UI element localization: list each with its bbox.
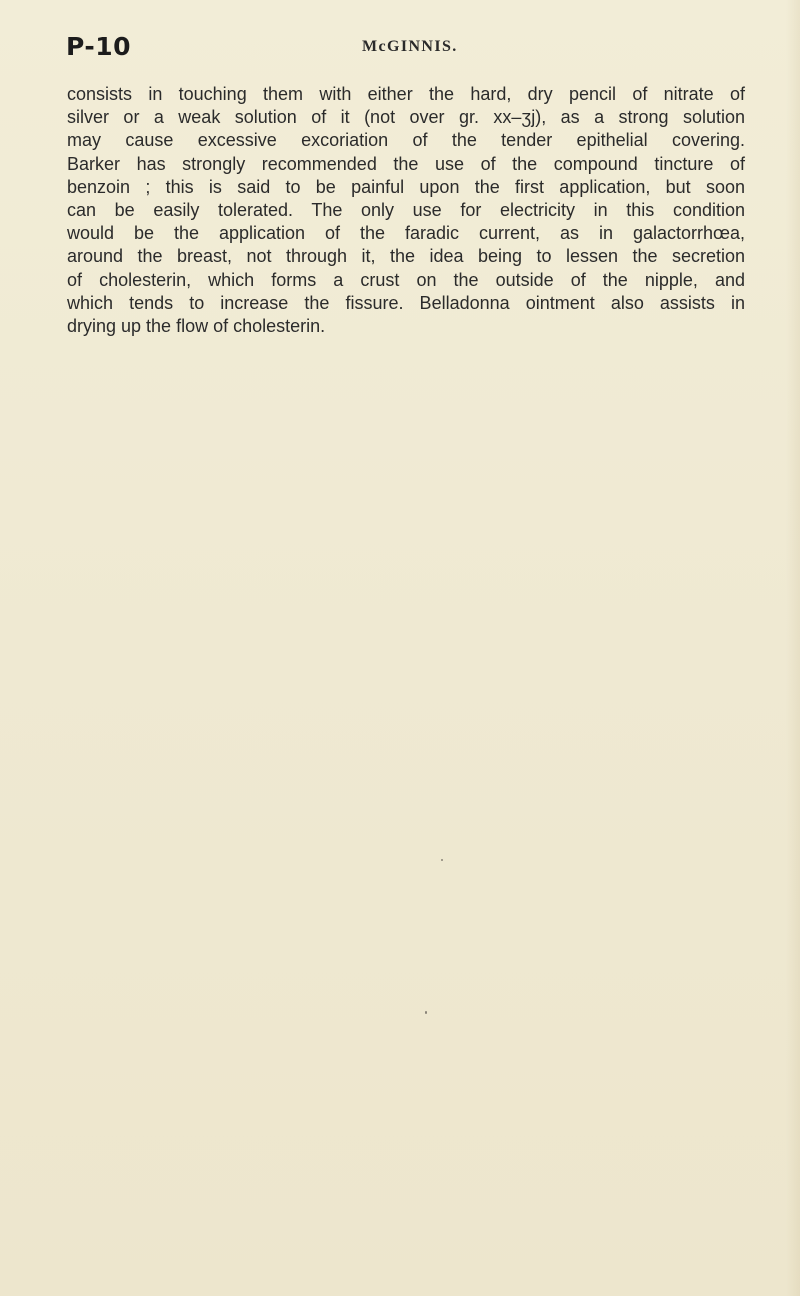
paper-speck (425, 1011, 427, 1014)
page-number: P-10 (66, 32, 132, 61)
text-line: consists in touching them with either the hard, dry pencil of nitrate of (67, 84, 745, 104)
page-edge-shadow (786, 0, 800, 1296)
text-line: drying up the flow of cholesterin. (67, 316, 326, 337)
text-line: which tends to increase the fissure. Belladonna ointment also assists in (67, 292, 745, 313)
running-head: McGINNIS. (362, 38, 458, 55)
paper-speck (441, 859, 443, 861)
text-line: can be easily tolerated. The only use for electricity in this condition (67, 200, 745, 221)
text-line: silver or a weak solution of it (not over gr. xx–ʒj), as a strong solution (67, 107, 745, 128)
text-line: benzoin ; this is said to be painful upon the first application, but soon (67, 176, 745, 197)
text-line: may cause excessive excoriation of the tender epithelial covering. (67, 130, 745, 151)
text-line: of cholesterin, which forms a crust on the outside of the nipple, and (67, 269, 745, 290)
text-line: Barker has strongly recommended the use of the compound tincture of (67, 153, 745, 174)
text-line: around the breast, not through it, the idea being to lessen the secretion (67, 246, 745, 267)
body-paragraph (67, 83, 745, 338)
text-line: would be the application of the faradic current, as in galactorrhœa, (67, 223, 745, 244)
